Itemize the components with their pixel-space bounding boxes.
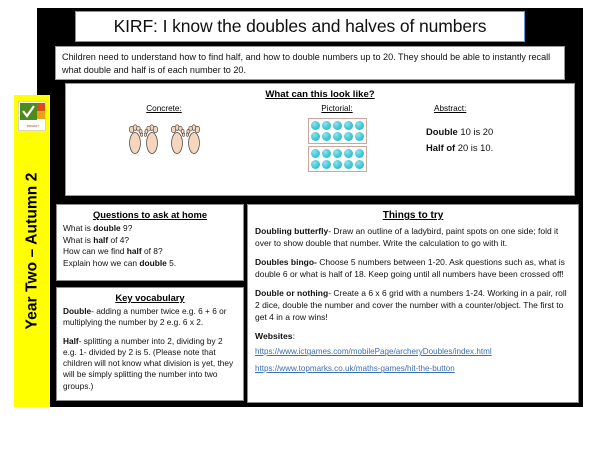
dot-group-upper [308, 118, 367, 144]
foot-pair [169, 121, 202, 155]
dot [354, 148, 365, 159]
websites-label [255, 331, 571, 341]
concrete-label: Concrete: [146, 104, 182, 113]
foot-icon [186, 121, 202, 155]
website-link-topmarks[interactable]: https://www.topmarks.co.uk/maths-games/hit-the-button [255, 364, 455, 374]
abstract-double-rest: 10 is 20 [457, 126, 494, 137]
question-item [63, 246, 237, 258]
abstract-column [412, 104, 574, 172]
pictorial-column [262, 104, 412, 172]
abstract-label: Abstract: [434, 104, 467, 113]
question-post: of 4? [108, 234, 130, 245]
question-pre: How can we find [63, 246, 127, 257]
websites-label-colon: : [292, 331, 295, 342]
dot [332, 131, 343, 142]
abstract-double-term: Double [426, 126, 458, 137]
question-post: 9? [120, 223, 133, 233]
abstract-statements [412, 124, 574, 156]
dot [332, 159, 343, 170]
websites-label-text: Websites [255, 331, 293, 342]
dot [343, 120, 354, 131]
abstract-half-line [426, 140, 574, 156]
question-keyword: double [93, 223, 121, 233]
foot-icon [127, 121, 143, 155]
foot-pair [127, 121, 160, 155]
foot-icon [144, 121, 160, 155]
dot [354, 159, 365, 170]
dot [332, 120, 343, 131]
question-keyword: half [93, 234, 109, 245]
left-column [56, 204, 244, 401]
questions-list [63, 223, 237, 269]
dot [310, 131, 321, 142]
activity-name: Double or nothing [255, 288, 329, 299]
dot [321, 148, 332, 159]
what-can-this-look-like-panel [65, 83, 575, 196]
foot-icon [169, 121, 185, 155]
question-post: 5. [166, 257, 177, 268]
intro-panel [55, 46, 565, 80]
dot [354, 131, 365, 142]
vocabulary-panel [56, 287, 244, 401]
logo-caption: PRIMARY [26, 125, 40, 128]
abstract-half-term: Half of [426, 142, 456, 153]
vocabulary-item [63, 306, 237, 329]
look-like-heading: What can this look like? [265, 89, 375, 100]
vocabulary-definition: - adding a number twice e.g. 6 + 6 or multiplying the number by 2 e.g. 6 x 2. [63, 306, 227, 328]
dot [321, 120, 332, 131]
page-title-bar [75, 11, 525, 42]
intro-text: Children need to understand how to find half, and how to double numbers up to 20. They should be able to instantly recall what double and half is of each number to 20. [62, 52, 551, 75]
activity-name: Doubling butterfly [255, 226, 329, 236]
question-pre: What is [63, 234, 94, 245]
activity-item [255, 257, 571, 280]
questions-panel [56, 204, 244, 281]
question-item [63, 235, 237, 247]
term-sidebar [14, 95, 50, 407]
question-pre: What is [63, 223, 94, 233]
activity-item [255, 226, 571, 249]
vocabulary-definition: - splitting a number into 2, dividing by 2 e.g. 1- divided by 2 is 5. (Please note that children will not know what division is yet, they will be simply splitting the number into two groups.) [63, 335, 234, 391]
dot [354, 120, 365, 131]
dot-array [262, 118, 412, 172]
term-label-wrapper [14, 95, 50, 407]
feet-illustration [66, 121, 262, 155]
things-to-try-heading: Things to try [382, 210, 444, 221]
abstract-half-rest: 20 is 10. [455, 142, 494, 153]
dot [343, 148, 354, 159]
vocabulary-heading: Key vocabulary [115, 292, 185, 303]
activity-item [255, 288, 571, 323]
vocabulary-item [63, 336, 237, 392]
dot [310, 148, 321, 159]
things-to-try-panel [247, 204, 579, 403]
question-keyword: half [126, 246, 142, 257]
dot [310, 120, 321, 131]
activity-description: Choose 5 numbers between 1-20. Ask questions such as, what is double 6 or what is half of 18. Keep going until all numbers have been crossed off! [255, 257, 565, 279]
pictorial-label: Pictorial: [321, 104, 353, 113]
dot [321, 159, 332, 170]
question-item [63, 258, 237, 270]
dot [343, 159, 354, 170]
dot [332, 148, 343, 159]
vocabulary-term: Double [63, 306, 92, 316]
question-post: of 8? [141, 246, 163, 257]
vocabulary-term: Half [63, 335, 79, 346]
questions-heading: Questions to ask at home [92, 209, 208, 220]
dot [310, 159, 321, 170]
question-item [63, 223, 237, 235]
page-title: KIRF: I know the doubles and halves of numbers [113, 16, 487, 36]
dot [343, 131, 354, 142]
website-link-ictgames[interactable]: https://www.ictgames.com/mobilePage/archeryDoubles/index.html [255, 347, 492, 357]
cpa-row [66, 104, 574, 172]
term-label: Year Two – Autumn 2 [23, 172, 40, 330]
abstract-double-line [426, 124, 574, 140]
question-pre: Explain how we can [63, 257, 140, 268]
activity-description: - Create a 6 x 6 grid with a numbers 1-24. Working in a pair, roll 2 dice, double the number and cover the number with a counter/object. The first to get 4 in a row wins! [255, 288, 567, 322]
activity-name: Doubles bingo- [255, 257, 317, 268]
dot [321, 131, 332, 142]
concrete-column [66, 104, 262, 172]
dot-group-lower [308, 146, 367, 172]
question-keyword: double [139, 257, 167, 268]
activity-description: - Draw an outline of a ladybird, paint spots on one side; fold it over to show double that number. Write the calculation to go with it. [255, 226, 559, 248]
